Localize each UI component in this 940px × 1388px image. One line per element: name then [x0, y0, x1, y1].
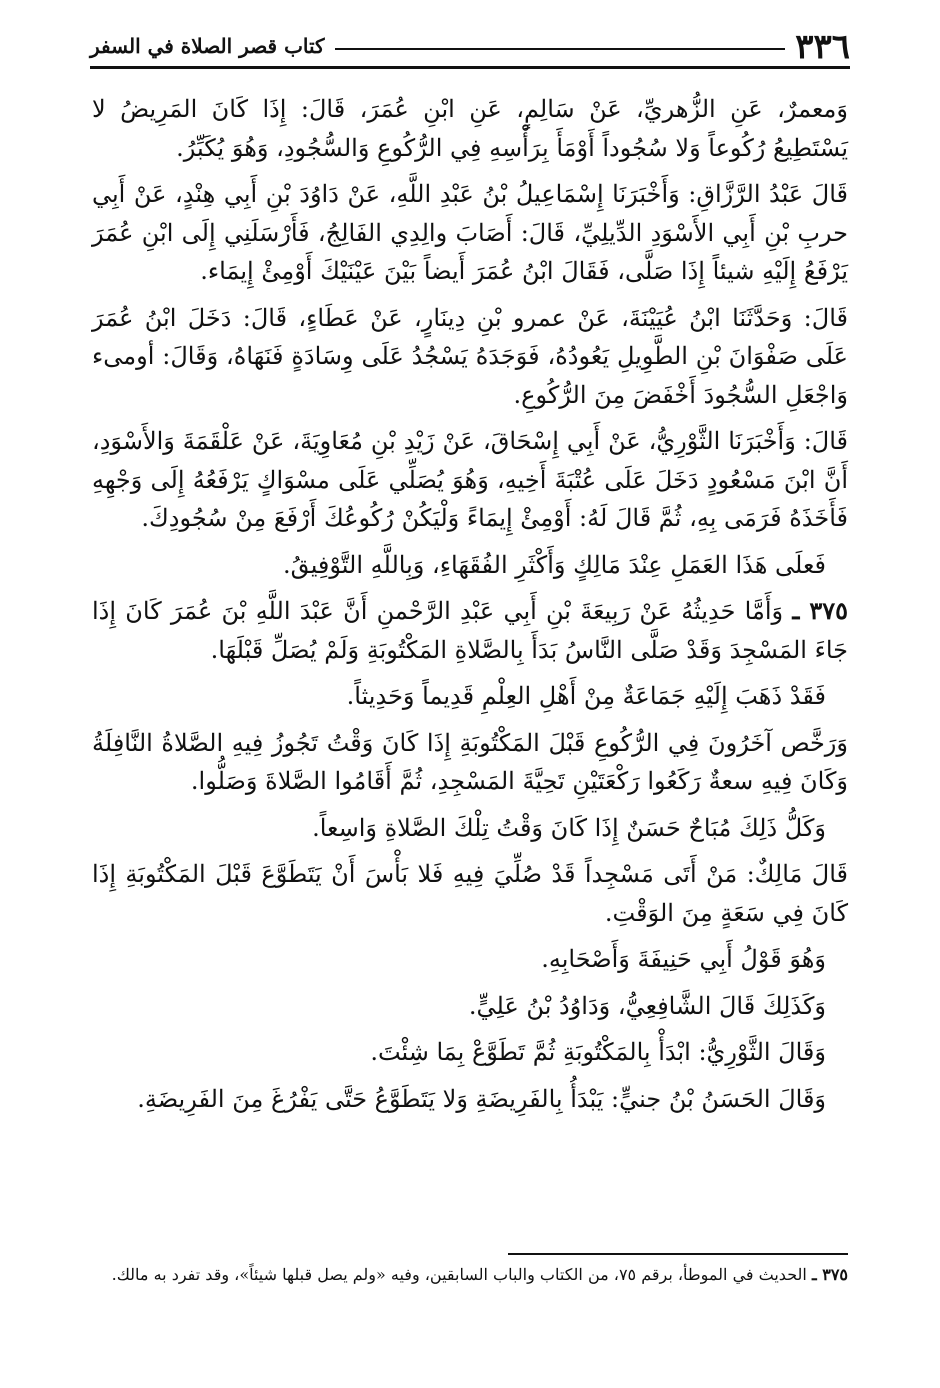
paragraph-text: قَالَ مَالِكٌ: مَنْ أَتَى مَسْجِداً قَدْ صُلِّيَ فِيهِ فَلا بَأْسَ أَنْ يَتَطَوَّعَ قَبْلَ المَكْتُوبَةِ إِذَا كَانَ فِي سَعَةٍ مِنَ الوَقْتِ. — [92, 860, 848, 927]
paragraph — [92, 940, 848, 979]
header-rule — [90, 66, 850, 69]
paragraph — [92, 724, 848, 801]
paragraph-text: وَرَخَّص آخَرُونَ فِي الرُّكُوعِ قَبْلَ المَكْتُوبَةِ إِذَا كَانَ وَقْتُ تَجُوزُ فِيهِ الصَّلاةُ النَّافِلَةُ وَكَانَ فِيهِ سعةٌ رَكَعُوا رَكْعَتَيْنِ تَحِيَّةَ المَسْجِدِ، ثُمَّ أَقَامُوا الصَّلاةَ وَصَلُّوا. — [92, 728, 848, 795]
page-header — [90, 18, 850, 67]
footnote — [92, 1262, 848, 1288]
hadith-paragraph — [92, 592, 848, 669]
paragraph-text: وَمعمرٌ، عَنِ الزُّهريِّ، عَنْ سَالِمٍ، عَنِ ابْنِ عُمَرَ، قَالَ: إِذَا كَانَ المَرِيضُ لا يَسْتَطِيعُ رُكُوعاً وَلا سُجُوداً أَوْمَأَ بِرَأْسِهِ فِي الرُّكُوعِ وَالسُّجُودِ، وَهُوَ يُكَبِّرُ. — [92, 95, 848, 162]
paragraph-text: وَهُوَ قَوْلُ أَبِي حَنِيفَةَ وَأَصْحَابِهِ. — [541, 945, 826, 973]
paragraph — [92, 422, 848, 538]
main-text — [92, 90, 848, 1126]
paragraph — [92, 1033, 848, 1072]
paragraph-text: فَقَدْ ذَهَبَ إِلَيْهِ جَمَاعَةٌ مِنْ أَهْلِ العِلْمِ قَدِيماً وَحَدِيثاً. — [346, 682, 826, 710]
paragraph — [92, 809, 848, 848]
paragraph-text: فَعلَى هَذَا العَمَلِ عِنْدَ مَالِكٍ وَأَكْثَرِ الفُقَهَاءِ، وَبِاللَّهِ التَّوْفِيقُ. — [283, 550, 826, 579]
paragraph — [92, 987, 848, 1026]
paragraph-text: وَقَالَ الثَّوْرِيُّ: ابْدَأْ بِالمَكْتُوبَةِ ثُمَّ تَطَوَّعْ بِمَا شِئْتَ. — [370, 1038, 826, 1066]
footnote-text: الحديث في الموطأ، برقم ٧٥، من الكتاب والباب السابقين، وفيه «ولم يصل قبلها شيئاً»، وقد تفرد به مالك. — [111, 1265, 807, 1284]
paragraph — [92, 677, 848, 716]
paragraph — [92, 1080, 848, 1119]
header-dash-line — [335, 48, 786, 50]
paragraph-text: وَكَذَلِكَ قَالَ الشَّافِعِيُّ، وَدَاوُدُ بْنُ عَلِيٍّ. — [468, 991, 826, 1020]
footnote-number: ٣٧٥ ـ — [811, 1265, 848, 1284]
page-number: ٣٣٦ — [795, 27, 850, 67]
paragraph — [92, 546, 848, 585]
footnote-rule — [508, 1253, 848, 1255]
running-title: كتاب قصر الصلاة في السفر — [90, 34, 325, 58]
paragraph-text: قَالَ عَبْدُ الرَّزَّاقِ: وَأَخْبَرَنَا إِسْمَاعِيلُ بْنُ عَبْدِ اللَّهِ، عَنْ دَاوُدَ بْنِ أَبِي هِنْدٍ، عَنْ أَبِي حربِ بْنِ أَبِي الأَسْوَدِ الدِّيلِيِّ، قَالَ: أَصَابَ والِدِي الفَالِجُ، فَأَرْسَلَنِي إِلَى ابْنِ عُمَرَ يَرْفَعُ إِلَيْهِ شيئاً إِذَا صَلَّى، فَقَالَ ابْنُ عُمَرَ أَيضاً بَيْنَ عَيْنَيْكَ أَوْمِئْ إِيمَاء. — [92, 180, 848, 285]
paragraph-text: قَالَ: وَأَخْبَرَنَا الثَّوْرِيُّ، عَنْ أَبِي إِسْحَاقَ، عَنْ زَيْدِ بْنِ مُعَاوِيَةَ، عَنْ عَلْقَمَةَ وَالأَسْوَدِ، أَنَّ ابْنَ مَسْعُودٍ دَخَلَ عَلَى عُتْبَةَ أَخِيهِ، وَهُوَ يُصَلِّي عَلَى مسْوَاكٍ يَرْفَعُهُ إِلَى وَجْهِهِ فَأَخَذَهُ فَرَمَى بِهِ، ثُمَّ قَالَ لَهُ: أَوْمِئْ إِيمَاءً وَلْيَكُنْ رُكُوعُكَ أَرْفَعَ مِنْ سُجُودِكَ. — [92, 427, 848, 532]
paragraph — [92, 855, 848, 932]
paragraph-text: وَكَلُّ ذَلِكَ مُبَاحٌ حَسَنٌ إِذَا كَانَ وَقْتُ تِلْكَ الصَّلاةِ وَاسِعاً. — [312, 813, 826, 842]
paragraph — [92, 299, 848, 415]
paragraph — [92, 175, 848, 291]
paragraph-text: وَقَالَ الحَسَنُ بْنُ جنيٍّ: يَبْدَأُ بِالفَرِيضَةِ وَلا يَتَطَوَّعُ حَتَّى يَفْرُغَ مِنَ الفَرِيضَةِ. — [137, 1084, 826, 1113]
paragraph — [92, 90, 848, 167]
paragraph-text: قَالَ: وَحَدَّثَنَا ابْنُ عُيَيْنَةَ، عَنْ عمرو بْنِ دِينَارٍ، عَنْ عَطَاءٍ، قَالَ: دَخَلَ ابْنُ عُمَرَ عَلَى صَفْوَانَ بْنِ الطَّوِيلِ يَعُودُهُ، فَوَجَدَهُ يَسْجُدُ عَلَى وِسَادَةٍ فَنَهَاهُ، وَقَالَ: أومىء وَاجْعَلِ السُّجُودَ أَخْفَضَ مِنَ الرُّكُوعِ. — [92, 303, 848, 409]
hadith-number: ٣٧٥ ـ — [792, 596, 848, 625]
paragraph-text: وَأَمَّا حَدِيثُهُ عَنْ رَبِيعَةَ بْنِ أَبِي عَبْدِ الرَّحْمنِ أَنَّ عَبْدَ اللَّهِ بْنَ عُمَرَ كَانَ إِذَا جَاءَ المَسْجِدَ وَقَدْ صَلَّى النَّاسُ بَدَأَ بِالصَّلاةِ المَكْتُوبَةِ وَلَمْ يُصَلِّ قَبْلَهَا. — [92, 597, 848, 664]
